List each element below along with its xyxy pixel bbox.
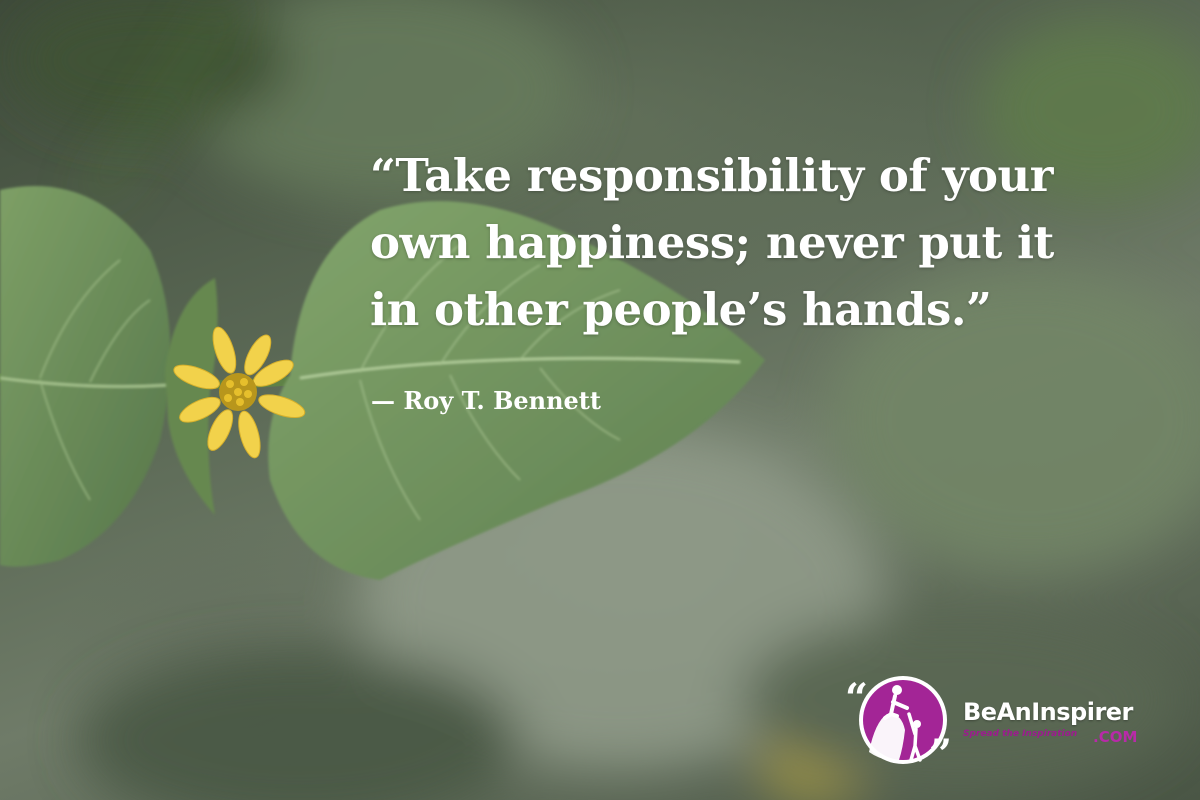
small-leaf: [165, 278, 218, 515]
brand-domain: .COM: [1093, 728, 1138, 746]
quote-line: own happiness; never put it: [370, 216, 1054, 269]
brand-watermark: [845, 672, 1155, 772]
brand-logo-icon: [845, 672, 955, 772]
svg-text:“: “: [845, 675, 869, 722]
quote-line: in other people’s hands.”: [370, 283, 992, 336]
svg-text:”: ”: [929, 731, 953, 772]
brand-tagline: Spread the Inspiration: [963, 729, 1078, 739]
quote-text: [370, 142, 1170, 343]
left-leaf: [0, 186, 170, 567]
quote-line: “Take responsibility of your: [370, 149, 1053, 202]
quote-author: — Roy T. Bennett: [371, 386, 601, 415]
brand-name: BeAnInspirer: [963, 698, 1133, 726]
